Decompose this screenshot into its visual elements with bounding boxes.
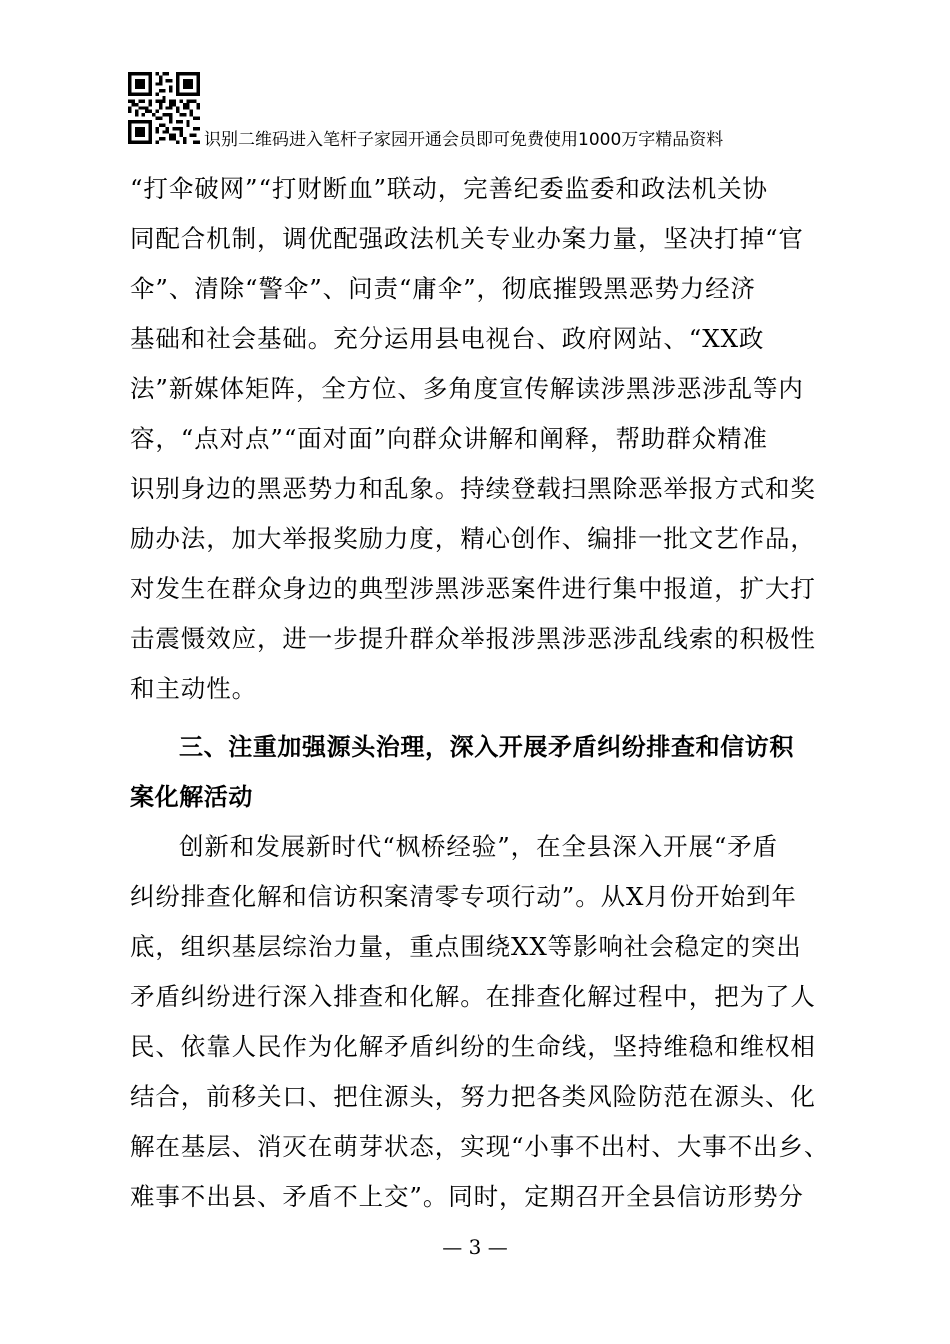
paragraph-line: 法”新媒体矩阵，全方位、多角度宣传解读涉黑涉恶涉乱等内	[130, 374, 804, 403]
paragraph-line: “打伞破网”“打财断血”联动，完善纪委监委和政法机关协	[130, 174, 768, 203]
paragraph-line: 解在基层、消灭在萌芽状态，实现“小事不出村、大事不出乡、	[130, 1132, 830, 1161]
paragraph-2	[130, 822, 830, 1222]
page-number: — 3 —	[442, 1235, 508, 1259]
paragraph-line: 伞”、清除“警伞”、问责“庸伞”，彻底摧毁黑恶势力经济	[130, 274, 756, 303]
paragraph-line: 矛盾纠纷进行深入排查和化解。在排查化解过程中，把为了人	[130, 982, 816, 1011]
paragraph-1	[130, 164, 830, 714]
paragraph-line: 同配合机制，调优配强政法机关专业办案力量，坚决打掉“官	[130, 224, 804, 253]
promo-banner-text: 识别二维码进入笔杆子家园开通会员即可免费使用1000万字精品资料	[204, 130, 724, 150]
paragraph-line: 容，“点对点”“面对面”向群众讲解和阐释，帮助群众精准	[130, 424, 768, 453]
paragraph-line: 创新和发展新时代“枫桥经验”，在全县深入开展“矛盾	[179, 832, 779, 861]
document-body	[130, 164, 830, 1222]
paragraph-line: 结合，前移关口、把住源头，努力把各类风险防范在源头、化	[130, 1082, 816, 1111]
heading-line: 案化解活动	[130, 783, 253, 811]
paragraph-line: 难事不出县、矛盾不上交”。同时，定期召开全县信访形势分	[130, 1182, 804, 1211]
paragraph-line: 底，组织基层综治力量，重点围绕XX等影响社会稳定的突出	[130, 932, 802, 961]
paragraph-line: 对发生在群众身边的典型涉黑涉恶案件进行集中报道，扩大打	[130, 574, 816, 603]
section-heading	[130, 722, 830, 822]
heading-line: 三、注重加强源头治理，深入开展矛盾纠纷排查和信访积	[179, 733, 794, 761]
qr-code-icon	[128, 72, 200, 144]
paragraph-line: 和主动性。	[130, 674, 257, 703]
paragraph-line: 击震慑效应，进一步提升群众举报涉黑涉恶涉乱线索的积极性	[130, 624, 816, 653]
paragraph-line: 基础和社会基础。充分运用县电视台、政府网站、“XX政	[130, 324, 765, 353]
paragraph-line: 励办法，加大举报奖励力度，精心创作、编排一批文艺作品，	[130, 524, 816, 553]
paragraph-line: 识别身边的黑恶势力和乱象。持续登载扫黑除恶举报方式和奖	[130, 474, 816, 503]
paragraph-line: 纠纷排查化解和信访积案清零专项行动”。从X月份开始到年	[130, 882, 797, 911]
paragraph-line: 民、依靠人民作为化解矛盾纠纷的生命线，坚持维稳和维权相	[130, 1032, 816, 1061]
